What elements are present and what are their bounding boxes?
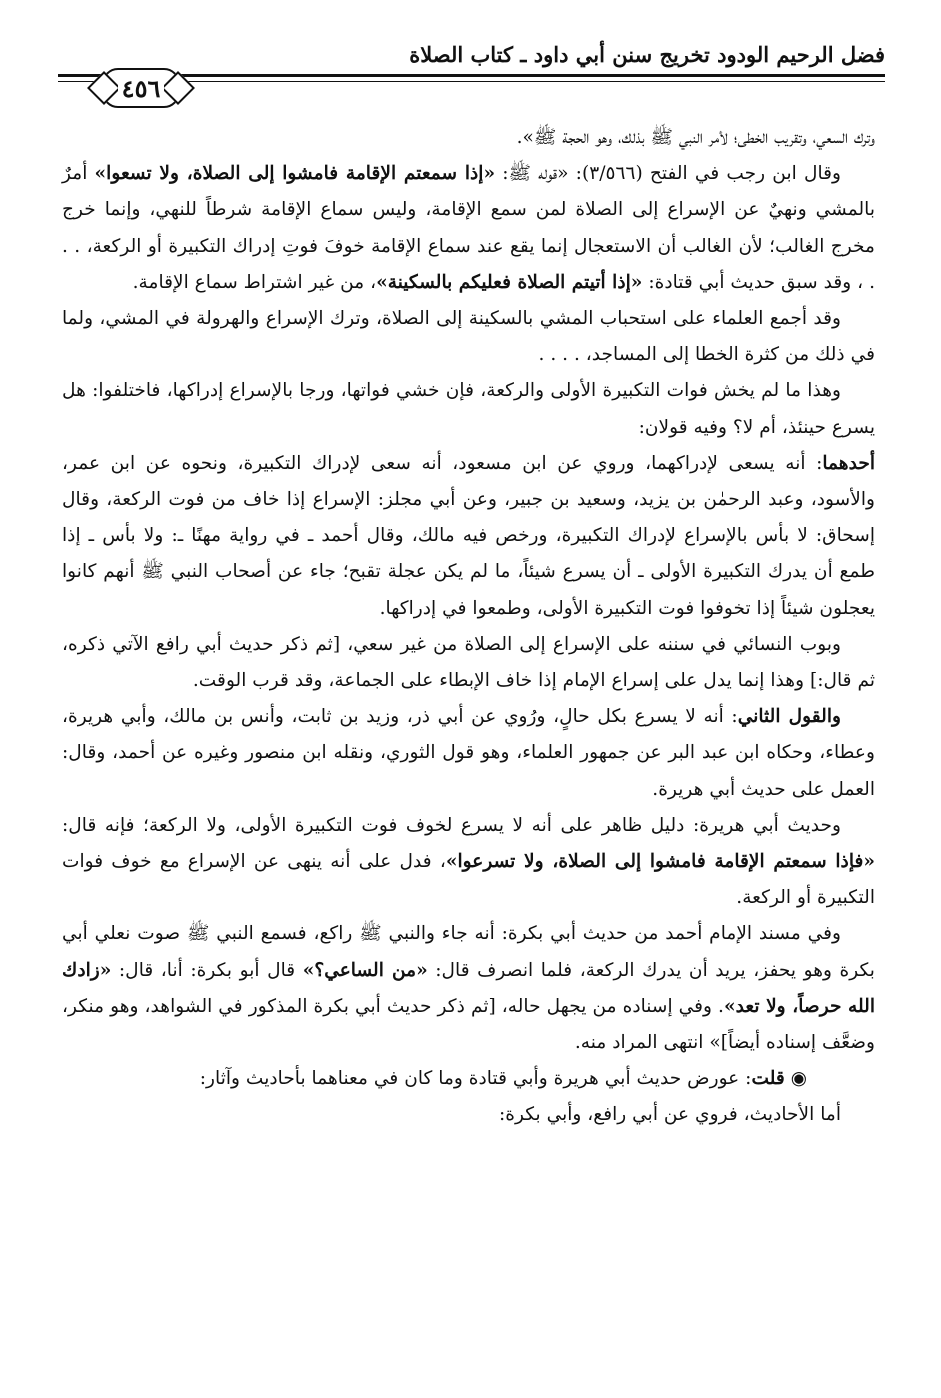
- text-segment: وفي مسند الإمام أحمد من حديث أبي بكرة: أنه جاء والنبي ﷺ راكع، فسمع النبي ﷺ صوت نعلي أبي بكرة وهو يحفز، يريد أن يدرك الركعة، فلما انصرف قال:: [62, 923, 875, 981]
- page-number: ٤٥٦: [118, 74, 165, 103]
- text-segment: : أنه لا يسرع بكل حالٍ، ورُوي عن أبي ذر، وزيد بن ثابت، وأنس بن مالك، وأبي هريرة، وعطاء، وحكاه ابن عبد البر عن جمهور العلماء، وهو قول الثوري، ونقله ابن منصور وغيره عن أحمد، وقال: العمل على حديث أبي هريرة.: [62, 706, 875, 800]
- paragraph: [62, 1097, 875, 1133]
- text-segment: ، من غير اشتراط سماع الإقامة.: [132, 271, 377, 293]
- paragraph: [62, 156, 875, 301]
- paragraph: [62, 1061, 875, 1097]
- text-segment: وترك السعي، وتقريب الخطى؛ لأمر النبي ﷺ بذلك، وهو الحجة ﷺ».: [516, 127, 875, 148]
- text-segment: ، فدل على أنه ينهى عن الإسراع مع خوف فوات التكبيرة أو الركعة.: [62, 851, 875, 909]
- text-segment: . وفي إسناده من يجهل حاله، [ثم ذكر حديث أبي بكرة المذكور في الشواهد، وهو منكر، وضعَّف إسناده أيضاً]» انتهى المراد منه.: [62, 995, 875, 1054]
- running-title: فضل الرحيم الودود تخريج سنن أبي داود ـ كتاب الصلاة: [409, 42, 885, 67]
- bold-text-segment: والقول الثاني: [737, 706, 841, 728]
- text-segment: وبوب النسائي في سننه على الإسراع إلى الصلاة من غير سعي، [ثم ذكر حديث أبي رافع الآتي ذكره، ثم قال:] وهذا إنما يدل على إسراع الإمام إذا خاف الإبطاء على الجماعة، وقد قرب الوقت.: [62, 633, 875, 692]
- text-segment: قال أبو بكرة: أنا، قال:: [111, 959, 303, 981]
- text-segment: وقال ابن رجب في الفتح (٣/٥٦٦): «قوله ﷺ:: [495, 163, 841, 185]
- bold-text-segment: قلت: [751, 1068, 785, 1090]
- bold-text-segment: «إذا سمعتم الإقامة فامشوا إلى الصلاة، ولا تسعوا»: [94, 163, 496, 185]
- text-segment: وهذا ما لم يخش فوات التكبيرة الأولى والركعة، فإن خشي فواتها، ورجا بالإسراع إدراكها، فاختلفوا: هل يسرع حينئذ، أم لا؟ وفيه قولان:: [62, 380, 875, 438]
- bold-text-segment: «فإذا سمعتم الإقامة فامشوا إلى الصلاة، ولا تسرعوا»: [445, 851, 875, 873]
- bold-text-segment: «من الساعي؟»: [302, 959, 428, 981]
- text-segment: : عورض حديث أبي هريرة وأبي قتادة وما كان في معناهما بأحاديث وآثار:: [199, 1068, 752, 1090]
- paragraph: [62, 699, 875, 808]
- paragraph: [62, 301, 875, 373]
- text-segment: وحديث أبي هريرة: دليل ظاهر على أنه لا يسرع لخوف فوت التكبيرة الأولى، ولا الركعة؛ فإنه قال:: [62, 814, 841, 836]
- paragraph-marker-icon: ◉: [790, 1068, 807, 1090]
- paragraph: [62, 916, 875, 1061]
- paragraph: [62, 808, 875, 917]
- text-segment: وقد أجمع العلماء على استحباب المشي بالسكينة إلى الصلاة، وترك الإسراع والهرولة في المشي، ولما في ذلك من كثرة الخطا إلى المساجد، . . . .: [62, 308, 875, 366]
- bold-text-segment: أحدهما: [822, 452, 875, 474]
- paragraph: [62, 446, 875, 627]
- bold-text-segment: «زادك الله حرصاً، ولا تعد»: [62, 959, 875, 1017]
- page-number-frame: [102, 68, 180, 108]
- paragraph: [62, 120, 875, 156]
- page-number-ornament: [62, 68, 178, 112]
- running-header: [58, 40, 885, 77]
- paragraph: [62, 373, 875, 445]
- text-segment: أمرٌ بالمشي ونهيٌ عن الإسراع إلى الصلاة لمن سمع الإقامة، وليس سماع الإقامة شرطاً للنهي، وإنما خرج مخرج الغالب؛ لأن الغالب أن الاستعجال إنما يقع عند سماع الإقامة خوفَ فوتِ إدراك التكبيرة أو الركعة، . . . ، وقد سبق حديث أبي قتادة:: [62, 163, 875, 293]
- bold-text-segment: «إذا أتيتم الصلاة فعليكم بالسكينة»: [376, 271, 643, 293]
- text-segment: : أنه يسعى لإدراكهما، وروي عن ابن مسعود، أنه سعى لإدراك التكبيرة، ونحوه عن ابن عمر، والأسود، وعبد الرحمٰن بن يزيد، وسعيد بن جبير، وعن أبي مجلز: الإسراع إذا خاف من فوت الركعة، وقال إسحاق: لا بأس بالإسراع لإدراك التكبيرة، ورخص فيه مالك، وقال أحمد ـ في رواية مهنًا ـ: ولا بأس ـ إذا طمع أن يدرك التكبيرة الأولى ـ أن يسرع شيئاً، ما لم يكن عجلة تقبح؛ جاء عن أصحاب النبي ﷺ أنهم كانوا يعجلون شيئاً إذا تخوفوا فوت التكبيرة الأولى، وطمعوا في إدراكها.: [62, 452, 875, 619]
- paragraph: [62, 627, 875, 699]
- page-body: [62, 120, 875, 1134]
- text-segment: أما الأحاديث، فروي عن أبي رافع، وأبي بكرة:: [498, 1104, 841, 1126]
